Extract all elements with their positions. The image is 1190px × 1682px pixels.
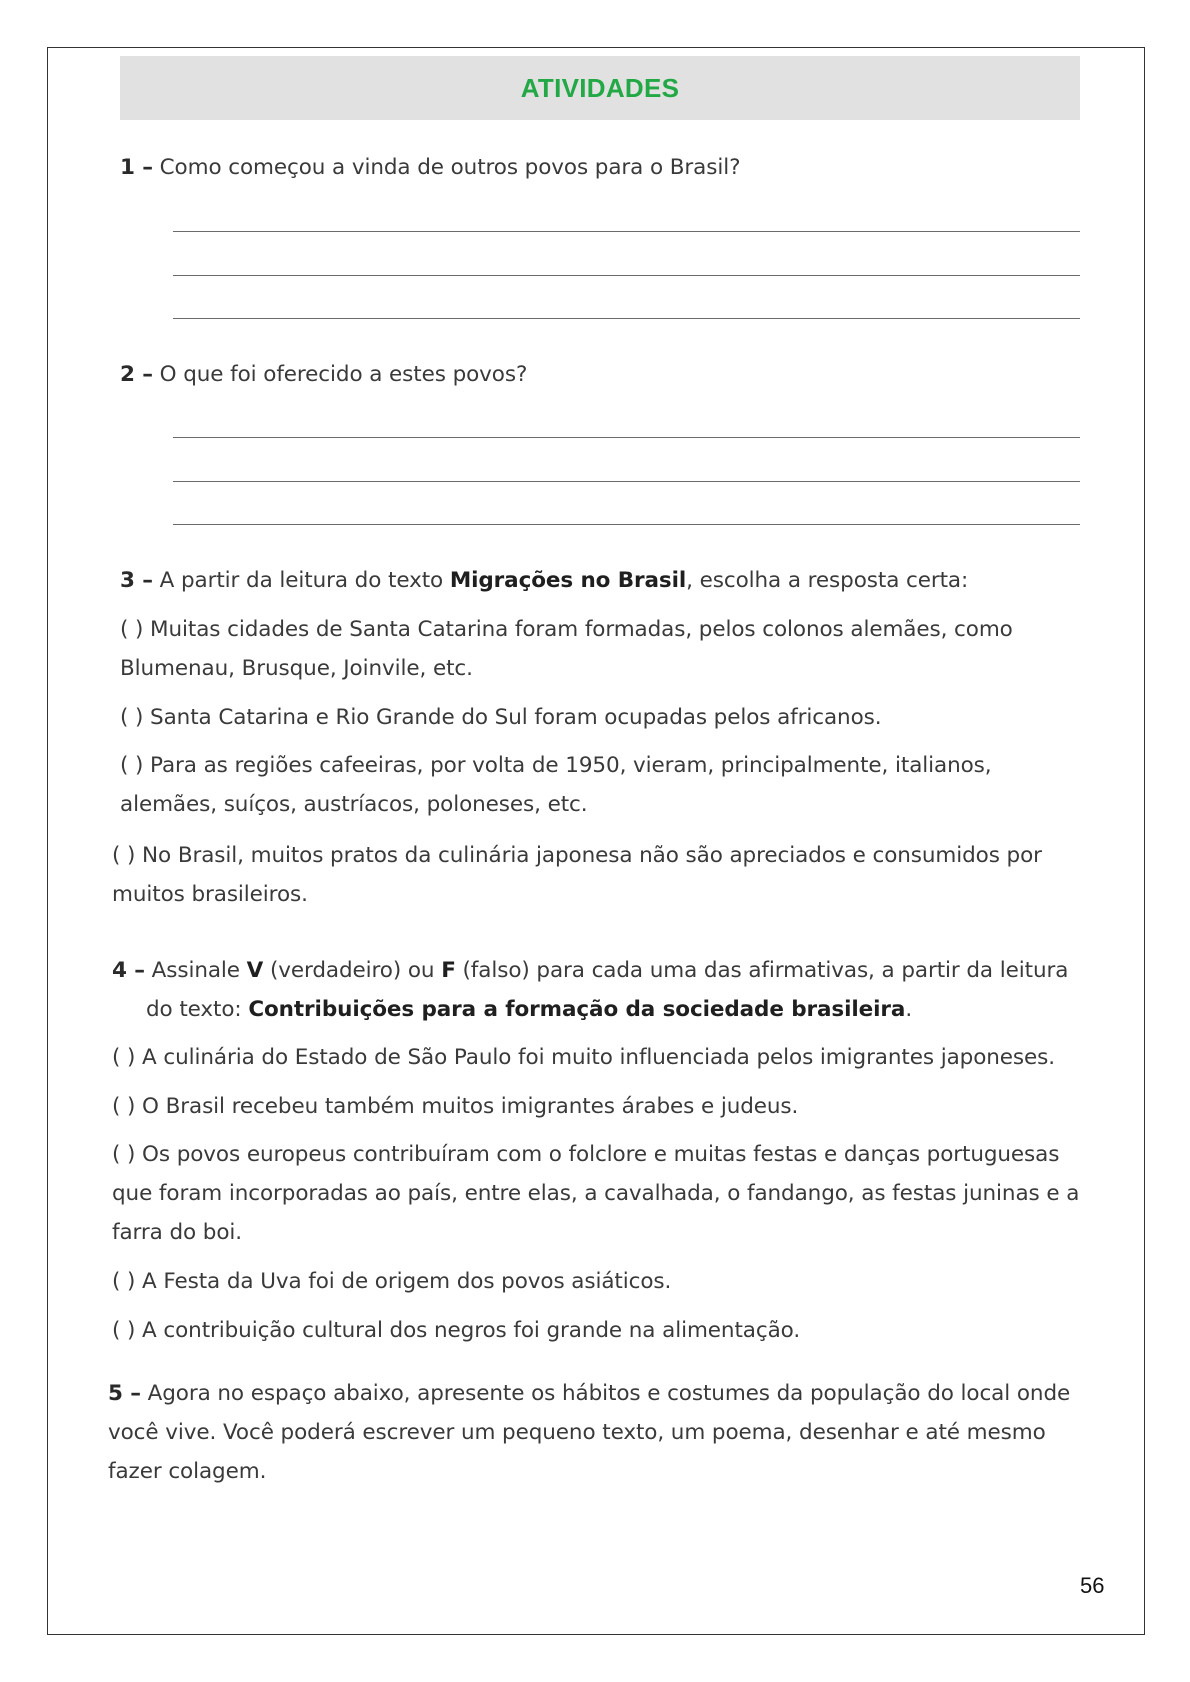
answer-line[interactable] — [173, 437, 1080, 438]
page-title — [120, 56, 1080, 120]
option-item[interactable]: ( ) A Festa da Uva foi de origem dos povos asiáticos. — [112, 1269, 672, 1294]
text-title: Migrações no Brasil — [449, 568, 687, 593]
question-text: Como começou a vinda de outros povos para o Brasil? — [159, 155, 741, 180]
text-title: Contribuições para a formação da sociedade brasileira — [248, 997, 906, 1022]
question-1 — [120, 148, 740, 187]
option-item[interactable]: ( ) A culinária do Estado de São Paulo foi muito influenciada pelos imigrantes japoneses. — [112, 1045, 1055, 1070]
question-number: 2 – — [120, 362, 153, 387]
page-number: 56 — [1080, 1573, 1105, 1598]
option-item[interactable]: ( ) Muitas cidades de Santa Catarina foram formadas, pelos colonos alemães, como Blumenau, Brusque, Joinvile, etc. — [120, 617, 1013, 681]
answer-line[interactable] — [173, 275, 1080, 276]
answer-line[interactable] — [173, 481, 1080, 482]
option-item[interactable]: ( ) Os povos europeus contribuíram com o folclore e muitas festas e danças portuguesas que foram incorporadas ao país, entre elas, a cavalhada, o fandango, as festas juninas e a farra do boi. — [112, 1142, 1080, 1245]
option-item[interactable]: ( ) O Brasil recebeu também muitos imigrantes árabes e judeus. — [112, 1094, 799, 1119]
question-text: A partir da leitura do texto — [159, 568, 444, 593]
question-2 — [120, 355, 527, 394]
answer-line[interactable] — [173, 524, 1080, 525]
question-number: 1 – — [120, 155, 153, 180]
question-text: , escolha a resposta certa: — [686, 568, 969, 593]
question-number: 5 – — [108, 1381, 141, 1406]
option-item[interactable]: ( ) No Brasil, muitos pratos da culinária japonesa não são apreciados e consumidos por muitos brasileiros. — [112, 843, 1042, 907]
answer-line[interactable] — [173, 231, 1080, 232]
option-item[interactable]: ( ) Para as regiões cafeeiras, por volta de 1950, vieram, principalmente, italianos, alemães, suíços, austríacos, poloneses, etc. — [120, 753, 992, 817]
question-3 — [120, 561, 968, 600]
question-number: 4 – — [112, 958, 145, 983]
question-text: O que foi oferecido a estes povos? — [159, 362, 528, 387]
title-text: ATIVIDADES — [520, 73, 680, 103]
question-5 — [108, 1374, 1100, 1491]
question-4: 4 – Assinale V (verdadeiro) ou F (falso) para cada uma das afirmativas, a partir da leitura do texto: Contribuições para a formação da sociedade brasileira. — [112, 958, 1069, 1022]
question-text: Agora no espaço abaixo, apresente os hábitos e costumes da população do local onde você vive. Você poderá escrever um pequeno texto, um poema, desenhar e até mesmo fazer colagem. — [108, 1381, 1071, 1484]
answer-line[interactable] — [173, 318, 1080, 319]
question-number: 3 – — [120, 568, 153, 593]
option-item[interactable]: ( ) Santa Catarina e Rio Grande do Sul foram ocupadas pelos africanos. — [120, 705, 882, 730]
option-item[interactable]: ( ) A contribuição cultural dos negros foi grande na alimentação. — [112, 1318, 801, 1343]
